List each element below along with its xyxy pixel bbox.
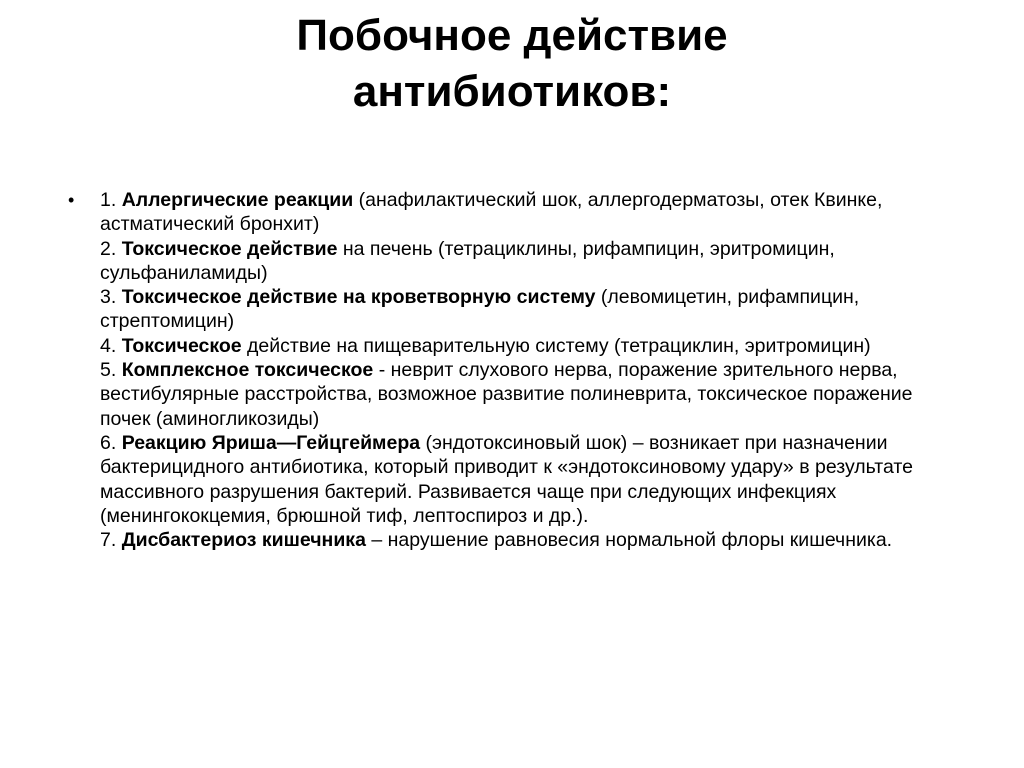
item-heading: Дисбактериоз кишечника: [121, 529, 366, 552]
item-text: (эндотоксиновый шок) – возникает при назначении бактерицидного антибиотика, который приводит к «эндотоксиновому удару» в результате массивного разрушения бактерий. Развивается чаще при следующих инфекциях (менингококцемия, брюшной тиф, лептоспироз и др.).: [100, 431, 913, 527]
item-number: 6.: [100, 431, 122, 454]
item-text: на печень (тетрациклины, рифампицин, эритромицин, сульфаниламиды): [100, 237, 835, 284]
item-heading: Токсическое: [121, 334, 242, 357]
list-item-1: [100, 188, 960, 237]
item-heading: Аллергические реакции: [121, 189, 354, 211]
item-text: (анафилактический шок, аллергодерматозы, отек Квинке, астматический бронхит): [100, 189, 883, 236]
item-number: 7.: [100, 529, 122, 552]
slide-title: [0, 8, 1024, 120]
item-heading: Токсическое действие: [121, 237, 338, 260]
side-effects-list: [68, 188, 960, 552]
slide-title-line-2: антибиотиков:: [352, 67, 672, 116]
list-item-6: [100, 431, 960, 528]
slide-title-line-1: Побочное действие: [296, 11, 728, 60]
bullet-icon: •: [68, 190, 75, 210]
item-text: - неврит слухового нерва, поражение зрительного нерва, вестибулярные расстройства, возможное развитие полиневрита, токсическое поражение почек (аминогликозиды): [100, 359, 913, 430]
item-heading: Реакцию Яриша—Гейцгеймера: [121, 431, 421, 454]
item-number: 1.: [100, 189, 122, 211]
item-text: (левомицетин, рифампицин, стрептомицин): [100, 286, 860, 333]
list-item-7: [100, 528, 960, 552]
item-number: 2.: [100, 237, 122, 260]
item-number: 4.: [100, 334, 122, 357]
list-item-3: [100, 285, 960, 334]
item-heading: Комплексное токсическое: [121, 359, 374, 382]
item-text: – нарушение равновесия нормальной флоры кишечника.: [365, 529, 893, 552]
item-text: действие на пищеварительную систему (тетрациклин, эритромицин): [241, 334, 871, 357]
item-number: 3.: [100, 286, 122, 309]
item-number: 5.: [100, 359, 122, 382]
list-item-2: [100, 237, 960, 286]
list-item-4: [100, 334, 960, 358]
list-item-5: [100, 358, 960, 431]
item-heading: Токсическое действие на кроветворную систему: [121, 286, 596, 309]
